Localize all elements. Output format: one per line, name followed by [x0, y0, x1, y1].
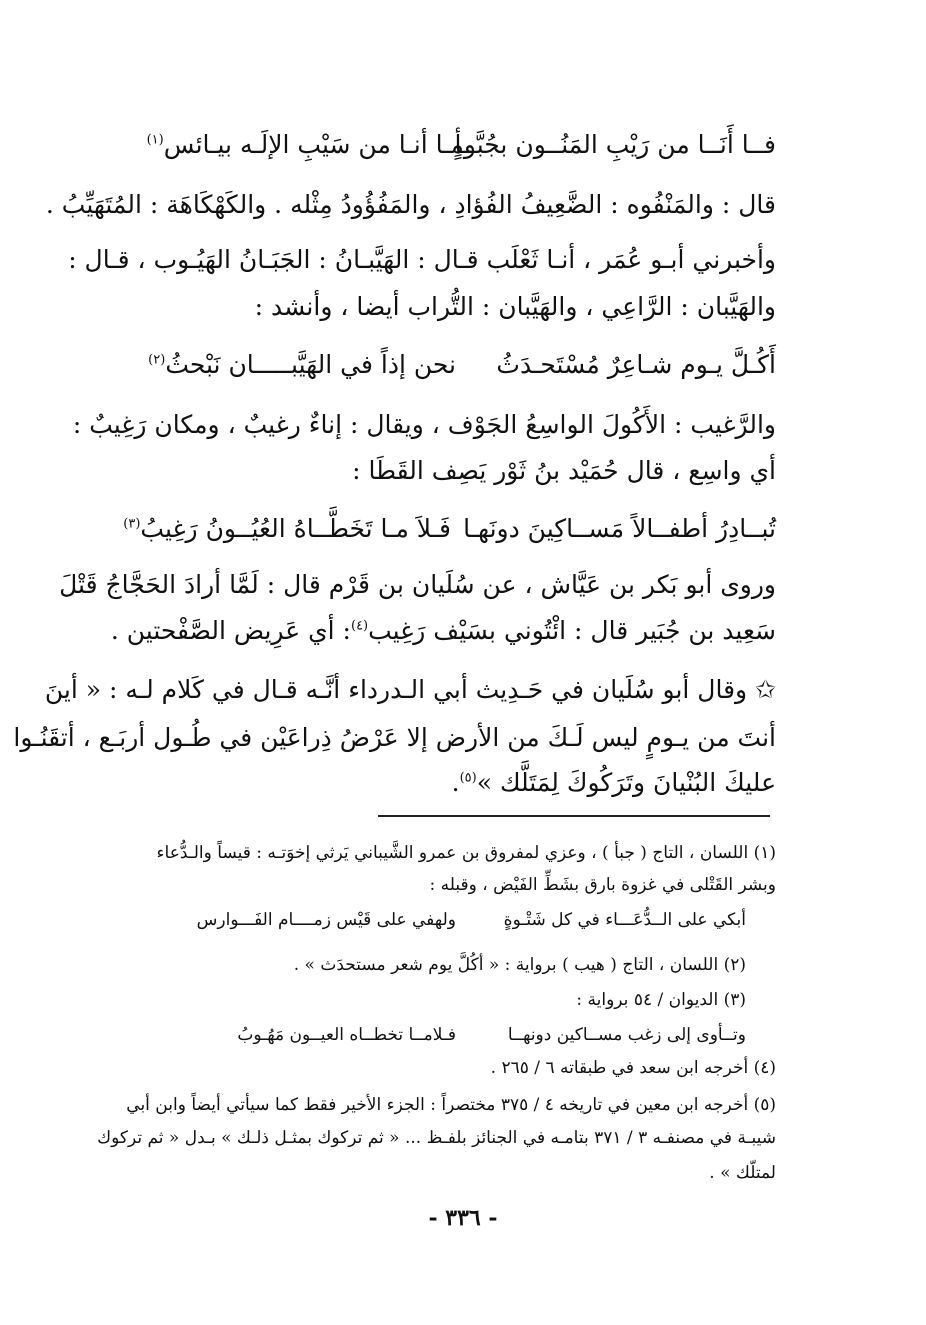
footnote-ref-5: (٥) — [459, 770, 477, 786]
prose-period: . — [451, 768, 460, 797]
footnote-ref-4: (٤) — [350, 618, 369, 634]
footnote-5-line-2: شيبـة في مصنفـه ٣ / ٣٧١ بتامـه في الجنائز بلفـظ ... « ثم تركوك بمثـل ذلـك » بـدل « ثم تركوك — [97, 1128, 776, 1148]
prose-line — [452, 763, 776, 803]
prose-line: وروى أبو بَكر بن عَيَّاش ، عن سُلَيان بن قَرْم قال : لَمَّا أرادَ الحَجَّاجُ قَتْلَ — [59, 570, 776, 599]
prose-line: وأخبرني أبـو عُمَر ، أنـا ثَعْلَب قـال : الهَيَّبـانُ : الجَبَـانُ الهَيُـوب ، قـال : — [68, 245, 776, 274]
prose-line: أي واسِع ، قال حُمَيْد بنُ ثَوْر يَصِف القَطَا : — [352, 456, 776, 485]
verse-2-right-hemistich — [496, 345, 776, 385]
footnote-3: (٣) الديوان / ٥٤ برواية : — [576, 990, 746, 1010]
verse-1-left-hemistich — [147, 125, 476, 165]
prose-line: والرَّغيب : الأَكُولَ الواسِعُ الجَوْف ، ويقال : إناءٌ رغيبٌ ، ومكان رَغِيبٌ : — [72, 410, 776, 439]
footnote-3-verse-left: فـلامــا تخطــاه العيــون مَهُـوبُ — [237, 1025, 456, 1045]
footnote-1-verse-left: ولهفي على قَيْس زمــــام الفَـــوارس — [196, 910, 456, 930]
prose-line: ✩ وقال أبو سُلَيان في حَـدِيث أبي الـدرداء أنَّـه قـال في كَلام لـه : « أينَ — [44, 675, 776, 704]
verse-3-right-text: تُبــادِرُ أطفــالاً مَســاكِينَ دونَهـا — [463, 514, 776, 543]
verse-1-right-hemistich — [454, 125, 776, 165]
prose-segment: : أي عَرِيض الصَّفْحتين . — [110, 616, 351, 645]
footnote-ref-1: (١) — [146, 132, 164, 148]
verse-3-left-hemistich — [123, 509, 451, 549]
verse-2-right-text: أَكُـلَّ يـوم شـاعِرٌ مُسْتَحـدَثُ — [496, 350, 776, 379]
verse-3-right-hemistich — [463, 509, 776, 549]
footnote-1-line-2: وبشر القَتْلى في غزوة بارق بشَطِّ الفَيْض ، وقبله : — [429, 875, 776, 895]
verse-1-left-text: ومـا أنـا من سَيْبِ الإلَـه بيـائس — [163, 130, 476, 159]
footnote-3-verse-right: وتــأوى إلى زغب مســاكين دونهــا — [507, 1025, 746, 1045]
verse-2-left-text: نحن إذاً في الهَيَّبـــــان نَبْحثُ — [165, 350, 456, 379]
verse-3-left-text: فَـلاَ مـا تَخَطَّــاهُ العُيُــونُ رَغِيبُ — [140, 514, 451, 543]
prose-line — [111, 611, 776, 651]
footnote-1-verse-right: أبكي على الــدُّعَـــاء في كل شَتْـوةٍ — [503, 910, 746, 930]
footnote-4: (٤) أخرجه ابن سعد في طبقاته ٦ / ٢٦٥ . — [490, 1058, 776, 1078]
verse-1-right-text: فــا أَنَــا من رَيْبِ المَنُــون بجُبَّــأٍ — [454, 130, 776, 159]
prose-line: قال : والمَنْفُوه : الضَّعِيفُ الفُؤادِ ، والمَفُؤُودُ مِثْله . والكَهْكَاهَة : المُتَهَيِّبُ . — [45, 190, 776, 219]
footnote-1-line-1: (١) اللسان ، التاج ( جبأ ) ، وعزي لمفروق بن عمرو الشَّيباني يَرثي إخوَتـه : قيساً والـدُّعاء — [156, 843, 776, 863]
prose-segment: سَعِيد بن جُبَير قال : ائْتُوني بسَيْف رَغِيب — [368, 616, 776, 645]
prose-segment: عليكَ البُنْيانَ وتَرَكُوكَ لِمَتَلَّك » — [476, 768, 776, 797]
footnote-5-line-3: لمتلّك » . — [709, 1163, 776, 1183]
footnote-separator — [378, 815, 770, 817]
footnote-2: (٢) اللسان ، التاج ( هيب ) برواية : « أكُلَّ يوم شعر مستحدَث » . — [293, 955, 746, 975]
page-number: - ٣٣٦ - — [428, 1205, 498, 1231]
prose-line: والهَيَّبان : الرَّاعِي ، والهَيَّبان : التُّراب أيضا ، وأنشد : — [254, 292, 776, 321]
prose-line: أنتَ من يـومٍ ليس لَـكَ من الأرض إلا عَرْضُ ذِراعَيْن في طُـول أربَـع ، أتقَنُـوا — [13, 723, 776, 752]
footnote-5-line-1: (٥) أخرجه ابن معين في تاريخه ٤ / ٣٧٥ مختصراً : الجزء الأخير فقط كما سيأتي أيضاً وابن أبي — [126, 1095, 776, 1115]
footnote-ref-3: (٣) — [123, 516, 141, 532]
verse-2-left-hemistich — [148, 345, 456, 385]
footnote-ref-2: (٢) — [148, 352, 166, 368]
